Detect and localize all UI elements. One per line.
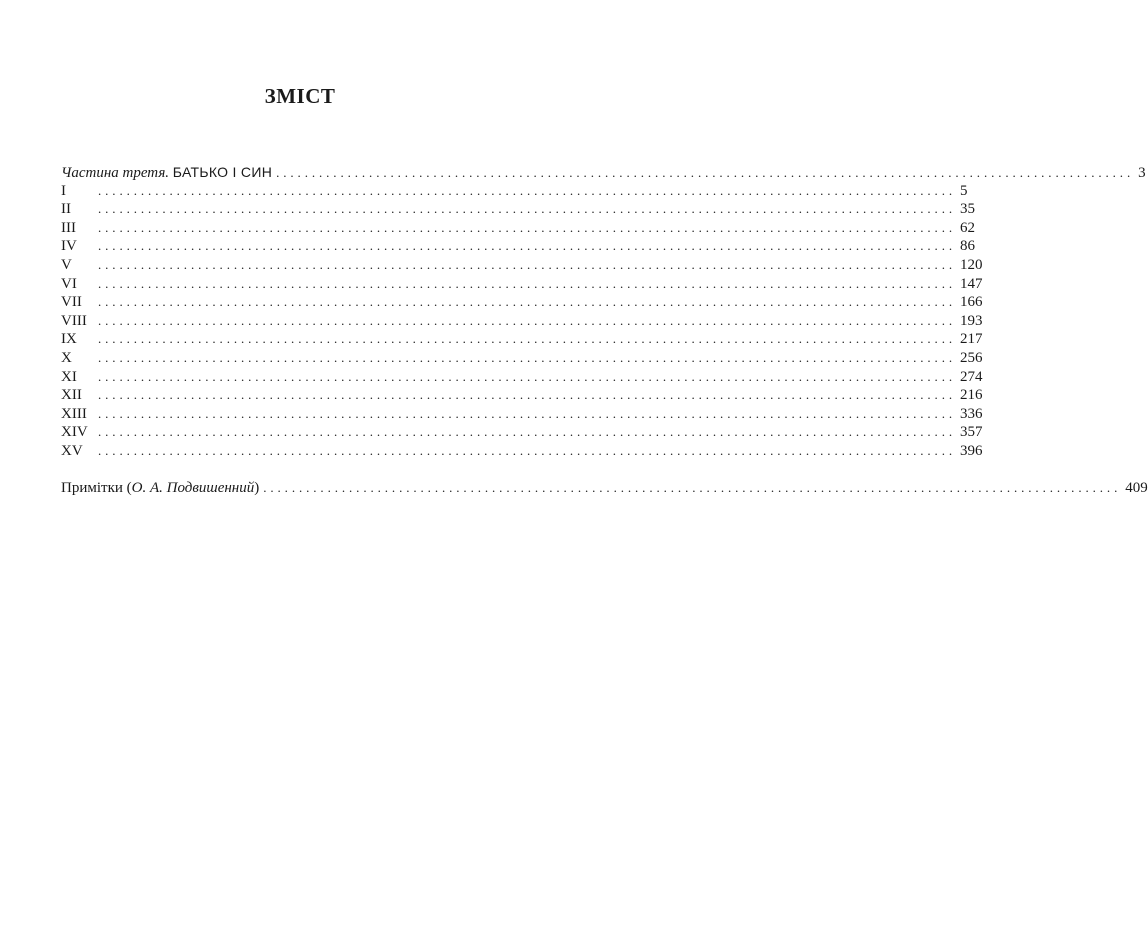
chapter-label: XIII <box>61 405 87 422</box>
page-number: 62 <box>960 219 975 236</box>
toc-entry-chapter <box>61 423 983 442</box>
dot-leader: ........................................................................................................................ <box>98 387 956 403</box>
chapter-label: VI <box>61 275 77 292</box>
toc-entry-chapter <box>61 442 983 461</box>
dot-leader: ........................................................................................................................ <box>98 424 956 440</box>
toc-entry-chapter <box>61 275 983 294</box>
page-number: 357 <box>960 424 983 441</box>
page-number: 216 <box>960 387 983 404</box>
toc-entry-notes <box>61 479 1148 498</box>
chapter-label: VIII <box>61 312 87 329</box>
part-label-caps: БАТЬКО І СИН <box>172 164 273 180</box>
dot-leader: ........................................................................................................................ <box>98 238 956 254</box>
notes-author: О. А. Подвишенний <box>131 479 255 496</box>
chapter-label: IX <box>61 331 77 348</box>
page-number: 86 <box>960 238 975 255</box>
page-number: 120 <box>960 256 983 273</box>
page-number: 166 <box>960 294 983 311</box>
page-title: ЗМІСТ <box>264 84 336 108</box>
page-number: 336 <box>960 405 983 422</box>
dot-leader: ........................................................................................................................ <box>276 165 1135 180</box>
dot-leader: ........................................................................................................................ <box>98 331 956 347</box>
toc-entry-chapter <box>61 256 983 275</box>
dot-leader: ........................................................................................................................ <box>98 349 956 365</box>
page-number: 35 <box>960 201 975 218</box>
chapter-label: XII <box>61 387 82 404</box>
notes-open-paren: ( <box>126 479 132 496</box>
dot-leader: ........................................................................................................................ <box>263 479 1122 495</box>
toc-entry-chapter <box>61 200 975 219</box>
page-number: 396 <box>960 442 983 459</box>
toc-entry-chapter <box>61 405 983 424</box>
toc-entry-chapter <box>61 330 983 349</box>
chapter-label: IV <box>61 238 77 255</box>
part-label-italic: Частина третя. <box>61 165 170 181</box>
dot-leader: ........................................................................................................................ <box>98 201 956 217</box>
toc-entry-chapter <box>61 312 983 331</box>
page-number: 193 <box>960 312 983 329</box>
dot-leader: ........................................................................................................................ <box>98 219 956 235</box>
toc-entry-part <box>61 163 1146 182</box>
dot-leader: ........................................................................................................................ <box>98 368 956 384</box>
page-number: 256 <box>960 349 983 366</box>
notes-close-paren: ) <box>254 479 260 496</box>
toc-entry-chapter <box>61 182 968 201</box>
toc-entry-chapter <box>61 386 983 405</box>
notes-label <box>61 479 259 498</box>
toc-entry-chapter <box>61 368 983 387</box>
toc-entry-chapter <box>61 349 983 368</box>
chapter-label: XV <box>61 442 83 459</box>
chapter-label: II <box>61 201 71 218</box>
dot-leader: ........................................................................................................................ <box>98 312 956 328</box>
page-number: 217 <box>960 331 983 348</box>
page-number: 3 <box>1138 165 1146 181</box>
page-number: 147 <box>960 275 983 292</box>
toc-entry-chapter <box>61 219 975 238</box>
table-of-contents <box>61 163 1148 497</box>
dot-leader: ........................................................................................................................ <box>98 275 956 291</box>
toc-entry-chapter <box>61 293 983 312</box>
dot-leader: ........................................................................................................................ <box>98 405 956 421</box>
chapter-label: I <box>61 182 66 199</box>
page-number: 409 <box>1125 479 1148 496</box>
chapter-label: III <box>61 219 76 236</box>
page-number: 274 <box>960 368 983 385</box>
dot-leader: ........................................................................................................................ <box>98 182 956 198</box>
dot-leader: ........................................................................................................................ <box>98 294 956 310</box>
chapter-list <box>61 182 983 461</box>
chapter-label: VII <box>61 294 82 311</box>
notes-label-text: Примітки <box>61 479 123 496</box>
chapter-label: V <box>61 256 72 273</box>
dot-leader: ........................................................................................................................ <box>98 442 956 458</box>
toc-entry-chapter <box>61 237 975 256</box>
page-number: 5 <box>960 182 968 199</box>
chapter-label: XIV <box>61 424 88 441</box>
chapter-label: XI <box>61 368 77 385</box>
part-label <box>61 163 272 183</box>
dot-leader: ........................................................................................................................ <box>98 256 956 272</box>
chapter-label: X <box>61 349 72 366</box>
